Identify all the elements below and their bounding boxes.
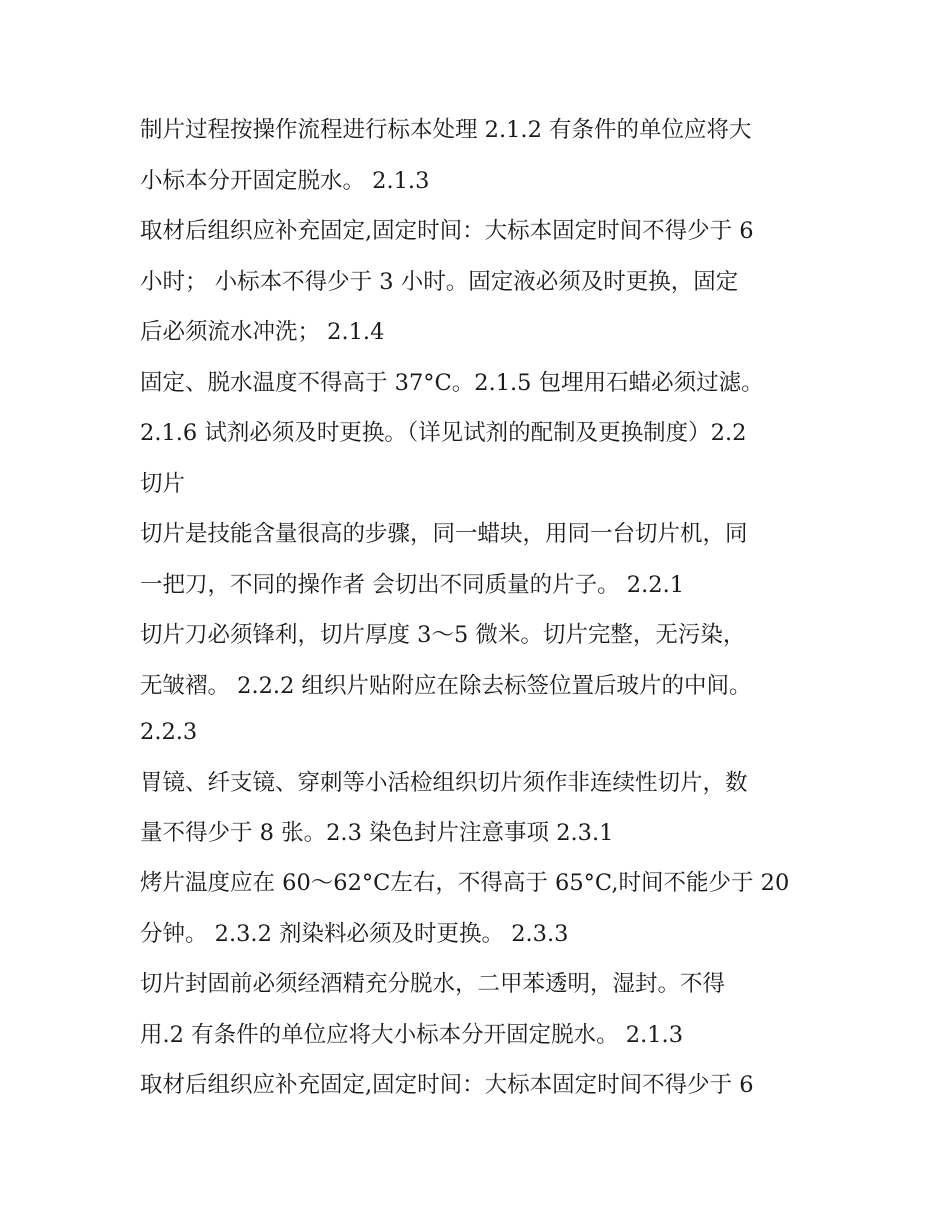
text-line: 取材后组织应补充固定,固定时间：大标本固定时间不得少于 6 [140, 1072, 754, 1098]
text-line: 用.2 有条件的单位应将大小标本分开固定脱水。 2.1.3 [140, 1022, 684, 1048]
text-line: 2.1.6 试剂必须及时更换。（详见试剂的配制及更换制度）2.2 [140, 420, 747, 446]
text-line: 分钟。 2.3.2 剂染料必须及时更换。 2.3.3 [140, 921, 569, 947]
text-line: 后必须流水冲洗； 2.1.4 [140, 319, 385, 345]
text-line: 固定、脱水温度不得高于 37°C。2.1.5 包埋用石蜡必须过滤。 [140, 370, 764, 396]
text-line: 切片封固前必须经酒精充分脱水，二甲苯透明，湿封。不得 [140, 971, 726, 997]
text-line: 烤片温度应在 60～62°C左右，不得高于 65°C,时间不能少于 20 [140, 870, 790, 896]
text-line: 一把刀，不同的操作者 会切出不同质量的片子。 2.2.1 [140, 572, 685, 598]
text-line: 量不得少于 8 张。2.3 染色封片注意事项 2.3.1 [140, 820, 614, 846]
text-line: 无皱褶。 2.2.2 组织片贴附应在除去标签位置后玻片的中间。 [140, 673, 752, 699]
text-line: 胃镜、纤支镜、穿刺等小活检组织切片须作非连续性切片，数 [140, 770, 748, 796]
text-line: 小标本分开固定脱水。 2.1.3 [140, 168, 430, 194]
text-line: 切片是技能含量很高的步骤，同一蜡块，用同一台切片机，同 [140, 521, 748, 547]
text-line: 制片过程按操作流程进行标本处理 2.1.2 有条件的单位应将大 [140, 117, 752, 143]
text-line: 2.2.3 [140, 719, 198, 745]
text-line: 小时； 小标本不得少于 3 小时。固定液必须及时更换，固定 [140, 269, 739, 295]
text-line: 取材后组织应补充固定,固定时间：大标本固定时间不得少于 6 [140, 218, 754, 244]
text-line: 切片 [140, 471, 186, 497]
text-line: 切片刀必须锋利，切片厚度 3～5 微米。切片完整，无污染， [140, 622, 746, 648]
